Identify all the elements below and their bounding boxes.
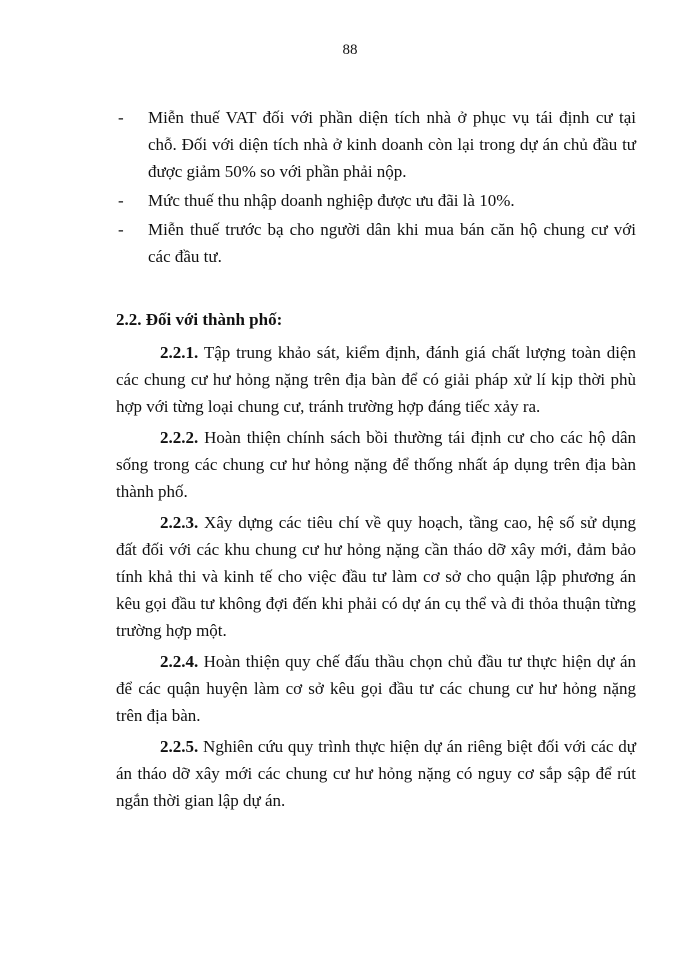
paragraph-number: 2.2.5.: [160, 737, 199, 756]
list-item: [116, 216, 636, 270]
paragraph-text: Nghiên cứu quy trình thực hiện dự án riêng biệt đối với các dự án tháo dỡ xây mới các chung cư hư hỏng nặng có nguy cơ sắp sập để rút ngắn thời gian lập dự án.: [116, 737, 636, 810]
document-body: [116, 104, 636, 818]
paragraph: [116, 509, 636, 644]
list-item: [116, 104, 636, 185]
paragraph-number: 2.2.2.: [160, 428, 199, 447]
paragraph-text: Tập trung khảo sát, kiểm định, đánh giá chất lượng toàn diện các chung cư hư hỏng nặng trên địa bàn để có giải pháp xử lí kịp thời phù hợp với từng loại chung cư, tránh trường hợp đáng tiếc xảy ra.: [116, 343, 636, 416]
paragraph-number: 2.2.1.: [160, 343, 199, 362]
paragraph-text: Xây dựng các tiêu chí về quy hoạch, tầng cao, hệ số sử dụng đất đối với các khu chung cư hư hỏng nặng cần tháo dỡ xây mới, đảm bảo tính khả thi và kinh tế cho việc đầu tư làm cơ sở cho quận lập phương án kêu gọi đầu tư không đợi đến khi phải có dự án cụ thể và đi thỏa thuận từng trường hợp một.: [116, 513, 636, 640]
section-heading: 2.2. Đối với thành phố:: [116, 310, 283, 329]
paragraph-number: 2.2.3.: [160, 513, 199, 532]
paragraph: [116, 424, 636, 505]
bullet-dash: -: [118, 220, 124, 239]
paragraph-text: Hoàn thiện quy chế đấu thầu chọn chủ đầu tư thực hiện dự án để các quận huyện làm cơ sở kêu gọi đầu tư các chung cư hư hỏng nặng trên địa bàn.: [116, 652, 636, 725]
bullet-text: Mức thuế thu nhập doanh nghiệp được ưu đãi là 10%.: [148, 191, 515, 210]
bullet-text: Miễn thuế VAT đối với phần diện tích nhà ở phục vụ tái định cư tại chỗ. Đối với diện tích nhà ở kinh doanh còn lại trong dự án chủ đầu tư được giảm 50% so với phần phải nộp.: [148, 108, 636, 181]
page-number: 88: [342, 42, 358, 58]
paragraph: [116, 733, 636, 814]
bullet-list: [116, 104, 636, 270]
paragraph: [116, 648, 636, 729]
bullet-text: Miễn thuế trước bạ cho người dân khi mua bán căn hộ chung cư với các đầu tư.: [148, 220, 636, 266]
list-item: [116, 187, 636, 214]
paragraph-text: Hoàn thiện chính sách bồi thường tái định cư cho các hộ dân sống trong các chung cư hư hỏng nặng để thống nhất áp dụng trên địa bàn thành phố.: [116, 428, 636, 501]
bullet-dash: -: [118, 108, 124, 127]
paragraph: [116, 339, 636, 420]
paragraph-number: 2.2.4.: [160, 652, 199, 671]
bullet-dash: -: [118, 191, 124, 210]
